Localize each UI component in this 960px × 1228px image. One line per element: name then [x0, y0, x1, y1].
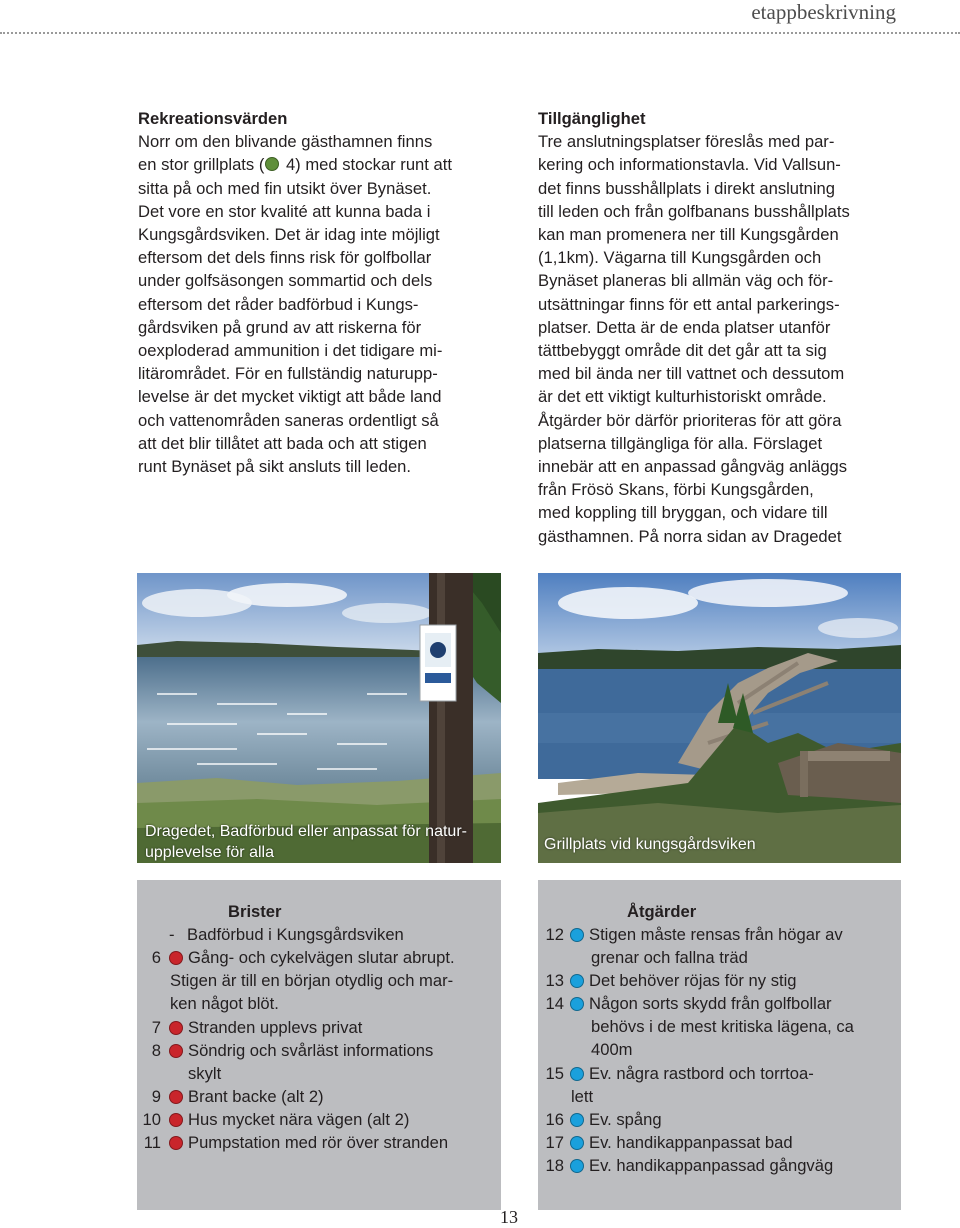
- paragraph-line: gästhamnen. På norra sidan av Dragedet: [538, 526, 842, 546]
- blue-circle-marker-icon: [570, 974, 584, 988]
- paragraph-line: en stor grillplats (: [138, 155, 265, 175]
- list-item-text: grenar och fallna träd: [591, 948, 748, 967]
- paragraph-line: utsättningar finns för ett antal parkerings-: [538, 294, 840, 314]
- paragraph-line: under golfsäsongen sommartid och dels: [138, 271, 433, 291]
- paragraph-line: eftersom det dels finns risk för golfbollar: [138, 248, 432, 268]
- list-item-text: behövs i de mest kritiska lägena, ca: [591, 1017, 854, 1036]
- list-item-text: Stranden upplevs privat: [188, 1018, 363, 1037]
- item-number: 13: [545, 971, 564, 990]
- header-title: etappbeskrivning: [751, 0, 896, 24]
- item-number: 15: [545, 1064, 564, 1083]
- blue-circle-marker-icon: [570, 1136, 584, 1150]
- list-item-text: Söndrig och svårläst informations: [188, 1041, 434, 1060]
- paragraph-line: platserna tillgängliga för alla. Förslaget: [538, 433, 823, 453]
- page-number: 13: [500, 1207, 518, 1227]
- paragraph-line: Tre anslutningsplatser föreslås med par-: [538, 132, 835, 152]
- left-text-column: [138, 107, 510, 478]
- list-item-text: skylt: [188, 1064, 222, 1083]
- paragraph-line: tättbebyggt område dit det går att ta sig: [538, 341, 827, 361]
- list-item-text: Pumpstation med rör över stranden: [188, 1133, 449, 1152]
- item-number: 11: [143, 1133, 161, 1152]
- list-item-text: ken något blöt.: [170, 994, 279, 1013]
- paragraph-line: oexploderad ammunition i det tidigare mi-: [138, 341, 443, 361]
- paragraph-line: med bil ända ner till vattnet och dessutom: [538, 364, 845, 384]
- blue-circle-marker-icon: [570, 1159, 584, 1173]
- paragraph-line: Norr om den blivande gästhamnen finns: [138, 132, 433, 152]
- paragraph-line: Kungsgårdsviken. Det är idag inte möjligt: [138, 225, 440, 245]
- item-number: 14: [545, 994, 564, 1013]
- dash-bullet: -: [169, 925, 175, 944]
- brister-panel: [137, 880, 501, 1210]
- header-divider: [0, 32, 960, 34]
- item-number: 8: [151, 1041, 161, 1060]
- red-circle-marker-icon: [169, 951, 183, 965]
- item-number: 16: [545, 1110, 564, 1129]
- blue-circle-marker-icon: [570, 928, 584, 942]
- red-circle-marker-icon: [169, 1021, 183, 1035]
- list-item-text: Någon sorts skydd från golfbollar: [589, 994, 832, 1013]
- blue-circle-marker-icon: [570, 1113, 584, 1127]
- paragraph-line: är det ett viktigt kulturhistoriskt område.: [538, 387, 827, 407]
- paragraph-line: till leden och från golfbanans busshållplats: [538, 201, 850, 221]
- paragraph-line: runt Bynäset på sikt ansluts till leden.: [138, 457, 412, 477]
- blue-circle-marker-icon: [570, 1067, 584, 1081]
- paragraph-line: kan man promenera ner till Kungsgården: [538, 225, 839, 245]
- list-item-text: Brant backe (alt 2): [188, 1087, 324, 1106]
- photo-caption-dragedet: [145, 821, 467, 863]
- item-number: 7: [151, 1018, 161, 1037]
- red-circle-marker-icon: [169, 1090, 183, 1104]
- list-item-text: Hus mycket nära vägen (alt 2): [188, 1110, 410, 1129]
- item-number: 10: [142, 1110, 161, 1129]
- paragraph-line: att det blir tillåtet att bada och att stigen: [138, 433, 427, 453]
- paragraph-line: med koppling till bryggan, och vidare till: [538, 503, 828, 523]
- item-number: 9: [151, 1087, 161, 1106]
- section-heading-tillganglighet: Tillgänglighet: [538, 109, 646, 128]
- item-number: 18: [545, 1156, 564, 1175]
- paragraph-line: kering och informationstavla. Vid Vallsun-: [538, 155, 841, 175]
- photo-dragedet-image: [137, 573, 501, 863]
- item-number: 17: [545, 1133, 564, 1152]
- paragraph-line-with-ref: [138, 153, 510, 176]
- red-circle-marker-icon: [169, 1136, 183, 1150]
- list-item-text: Ev. några rastbord och torrtoa-: [589, 1064, 814, 1083]
- photo-grillplats-image: [538, 573, 901, 863]
- caption-line: upplevelse för alla: [145, 844, 274, 861]
- item-number: 12: [545, 925, 564, 944]
- list-item-text: Ev. handikappanpassad gångväg: [589, 1156, 834, 1175]
- photo-grillplats: [538, 573, 901, 863]
- paragraph-line: innebär att en anpassad gångväg anläggs: [538, 457, 848, 477]
- paragraph-line: från Frösö Skans, förbi Kungsgården,: [538, 480, 814, 500]
- list-item-text: Det behöver röjas för ny stig: [589, 971, 797, 990]
- paragraph-line: platser. Detta är de enda platser utanför: [538, 317, 831, 337]
- brister-title: Brister: [228, 902, 282, 921]
- photo-dragedet: [137, 573, 501, 863]
- list-item-text: Badförbud i Kungsgårdsviken: [187, 925, 404, 944]
- paragraph-line: gårdsviken på grund av att riskerna för: [138, 317, 422, 337]
- list-item-text: lett: [571, 1087, 594, 1106]
- section-heading-rekreation: Rekreationsvärden: [138, 109, 288, 128]
- photo-caption-grillplats: Grillplats vid kungsgårdsviken: [544, 836, 756, 853]
- right-text-column: [538, 107, 910, 548]
- list-item-text: Stigen är till en början otydlig och mar-: [170, 971, 454, 990]
- paragraph-line: sitta på och med fin utsikt över Bynäset.: [138, 178, 432, 198]
- atgarder-panel: [538, 880, 901, 1210]
- list-item-text: 400m: [591, 1040, 633, 1059]
- list-item-text: Ev. spång: [589, 1110, 662, 1129]
- paragraph-line: det finns busshållplats i direkt anslutning: [538, 178, 836, 198]
- red-circle-marker-icon: [169, 1113, 183, 1127]
- paragraph-line: levelse är det mycket viktigt att både land: [138, 387, 442, 407]
- paragraph-line: eftersom det råder badförbud i Kungs-: [138, 294, 419, 314]
- list-item-text: Gång- och cykelvägen slutar abrupt.: [188, 948, 455, 967]
- atgarder-title: Åtgärder: [627, 902, 697, 921]
- paragraph-line: och vattenområden saneras ordentligt så: [138, 410, 439, 430]
- paragraph-line: Bynäset planeras bli allmän väg och för-: [538, 271, 834, 291]
- item-number: 6: [151, 948, 161, 967]
- list-item-text: Ev. handikappanpassat bad: [589, 1133, 793, 1152]
- paragraph-line: Det vore en stor kvalité att kunna bada i: [138, 201, 431, 221]
- paragraph-line: (1,1km). Vägarna till Kungsgården och: [538, 248, 822, 268]
- list-item-text: Stigen måste rensas från högar av: [589, 925, 843, 944]
- paragraph-line: 4) med stockar runt att: [281, 155, 452, 175]
- red-circle-marker-icon: [169, 1044, 183, 1058]
- blue-circle-marker-icon: [570, 997, 584, 1011]
- paragraph-line: Åtgärder bör därför prioriteras för att göra: [538, 410, 842, 430]
- paragraph-line: litärområdet. För en fullständig naturupp-: [138, 364, 438, 384]
- green-circle-marker-icon: [265, 157, 279, 171]
- caption-line: Dragedet, Badförbud eller anpassat för natur-: [145, 823, 467, 840]
